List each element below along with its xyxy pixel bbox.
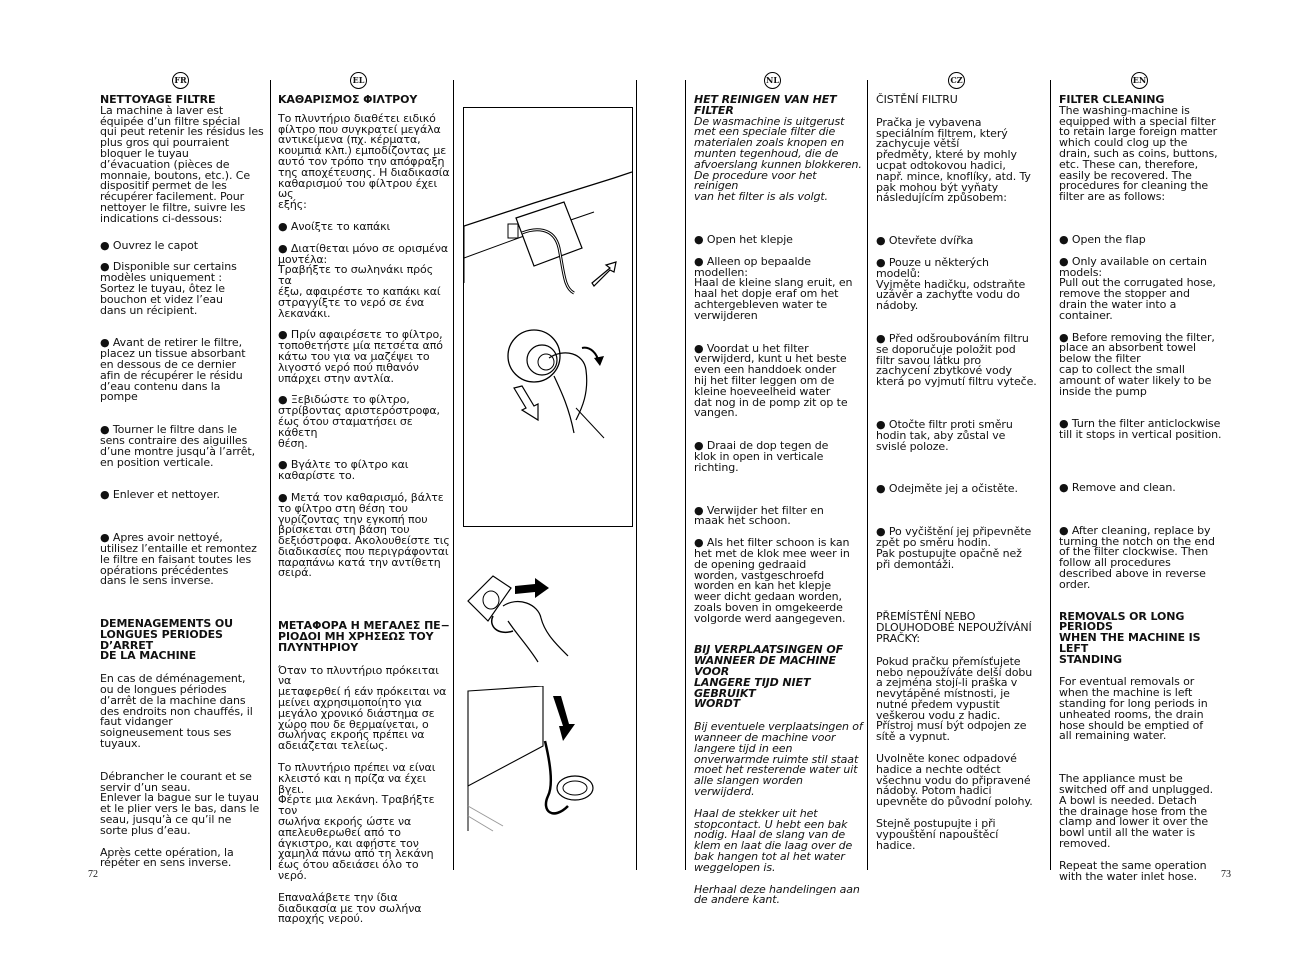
step: ● Διατίθεται μόνο σε ορισμένα μοντέλα: Τραβήξτε το σωληνάκι πρός τα έξω, αφαιρέστε το καπάκι καί στραγγίξτε το νερό σε ένα λεκανάκι. bbox=[278, 241, 449, 320]
step: ● Otočte filtr proti směru hodin tak, aby zůstal ve svislé poloze. bbox=[876, 417, 1013, 453]
step: ● Βγάλτε το φίλτρο και καθαρίστε το. bbox=[278, 458, 409, 483]
section-heading: ČISTĚNÍ FILTRU bbox=[876, 93, 958, 106]
paragraph: Το πλυντήριο διαθέτει ειδικό φίλτρο που συγκρατεί μεγάλα αντικείμενα (πχ. κέρματα, κουμπιά κλπ.) εμποδίζοντας με αυτό τον τρόπο την απόφραξη της αποχέτευσης. Η διαδικασία καθαρισμού του φίλτρου έχει ως εξής: bbox=[278, 111, 450, 212]
paragraph: Pračka je vybavena speciálním filtrem, který zachycuje větší předměty, které by mohly ucpat odtokovou hadici, např. mince, knoflíky, atd. Ty pak mohou být vyňaty následujícím způsobem: bbox=[876, 115, 1031, 205]
lang-badge-cz: CZ bbox=[948, 72, 965, 89]
step: ● Odejměte jej a očistěte. bbox=[876, 482, 1018, 496]
paragraph: Après cette opération, la répéter en sens inverse. bbox=[100, 845, 234, 870]
step: ● Μετά τον καθαρισμό, βάλτε το φίλτρο στη θέση του γυρίζοντας την εγκοπή που βρίσκεται στη βάση του δεξιόστροφα. Ακολουθείστε τις διαδικασίες που περιγράφονται παραπάνω κατά την αντίθετη σειρά. bbox=[278, 490, 450, 580]
column-el bbox=[278, 95, 450, 925]
step: ● Pouze u některých modelů: Vyjměte hadičku, odstraňte uzávěr a zachyťte vodu do nádoby. bbox=[876, 255, 1026, 313]
step: ● Před odšroubováním filtru se doporučuje položit pod filtr savou látku pro zachycení zbytkové vody která po vyjmutí filtru vyteče. bbox=[876, 331, 1037, 389]
lang-badge-fr: FR bbox=[172, 72, 189, 89]
paragraph: De wasmachine is uitgerust met een speciale filter die materialen zoals knopen en munten tegenhoud, die de afvoerslang kunnen blokkeren. De procedure voor het reinigen van het filter is als volgt. bbox=[694, 114, 862, 204]
column-en bbox=[1059, 95, 1229, 882]
column-rule bbox=[636, 80, 637, 870]
section-heading: BIJ VERPLAATSINGEN OF WANNEER DE MACHINE VOOR LANGERE TIJD NIET GEBRUIKT WORDT bbox=[694, 643, 844, 711]
paragraph: En cas de déménagement, ou de longues périodes d’arrêt de la machine dans des endroits non chauffés, il faut vidanger soigneusement tous ses tuyaux. bbox=[100, 672, 253, 751]
section-heading: FILTER CLEANING bbox=[1059, 93, 1165, 106]
step: ● Alleen op bepaalde modellen: Haal de kleine slang eruit, en haal het dopje eraf om het achtergebleven water te verwijderen bbox=[694, 254, 853, 322]
page-number-left: 72 bbox=[88, 869, 98, 880]
column-fr bbox=[100, 95, 266, 869]
section-heading: ΚΑΘΑΡΙΣΜΟΣ ΦΙΛΤΡΟΥ bbox=[278, 93, 418, 106]
column-rule bbox=[685, 80, 686, 870]
column-rule bbox=[1050, 80, 1051, 870]
column-cz bbox=[876, 95, 1046, 851]
step: ● Ανοίξτε το καπάκι bbox=[278, 219, 391, 233]
paragraph: Herhaal deze handelingen aan de andere kant. bbox=[694, 882, 860, 907]
paragraph: Το πλυντήριο πρέπει να είναι κλειστό και η πρίζα να έχει βγει. Φέρτε μια λεκάνη. Τραβήξτε τον σωλήνα εκροής ώστε να απελευθερωθεί από το άγκιστρο, και αφήστε τον χαμηλά πάνω από τη λεκάνη έως ότου αδειάσει όλο το νερό. bbox=[278, 761, 436, 883]
step: ● Turn the filter anticlockwise till it stops in vertical position. bbox=[1059, 417, 1222, 442]
section-heading: REMOVALS OR LONG PERIODS WHEN THE MACHINE IS LEFT STANDING bbox=[1059, 609, 1201, 666]
step: ● Draai de dop tegen de klok in open in verticale richting. bbox=[694, 439, 829, 474]
lang-badge-nl: NL bbox=[764, 72, 781, 89]
step: ● Before removing the filter, place an absorbent towel below the filter cap to collect the small amount of water likely to be inside the pump bbox=[1059, 330, 1215, 398]
column-rule bbox=[867, 80, 868, 870]
step: ● Open het klepje bbox=[694, 232, 793, 246]
section-heading: HET REINIGEN VAN HET FILTER bbox=[694, 93, 837, 117]
step: ● Ξεβιδώστε το φίλτρο, στρίβοντας αριστερόστροφα, έως ότου σταματήσει σε κάθετη θέση. bbox=[278, 393, 440, 450]
step: ● Disponible sur certains modèles uniquement : Sortez le tuyau, ôtez le bouchon et videz l’eau dans un récipient. bbox=[100, 260, 237, 317]
step: ● Enlever et nettoyer. bbox=[100, 488, 220, 502]
paragraph: Stejně postupujte i při vypouštění napouštěcí hadice. bbox=[876, 817, 999, 852]
column-rule bbox=[453, 80, 454, 870]
column-rule bbox=[270, 80, 271, 870]
paragraph: The washing-machine is equipped with a special filter to retain large foreign matter which could clog up the drain, such as coins, buttons, etc. These can, therefore, easily be recovered. The procedures for cleaning the filter are as follows: bbox=[1059, 103, 1218, 204]
step: ● Remove and clean. bbox=[1059, 480, 1176, 494]
step: ● Voordat u het filter verwijderd, kunt u het beste even een handdoek onder hij het filter leggen om de kleine hoeveelheid water dat nog in de pomp zit op te vangen. bbox=[694, 341, 848, 420]
section-heading: DEMENAGEMENTS OU LONGUES PERIODES D’ARRET DE LA MACHINE bbox=[100, 617, 233, 663]
paragraph: Bij eventuele verplaatsingen of wanneer de machine voor langere tijd in een onverwarmde ruimte stil staat moet het resterende water uit alle slangen worden verwijderd. bbox=[694, 720, 863, 799]
page-number-right: 73 bbox=[1221, 869, 1231, 880]
paragraph: Όταν το πλυντήριο πρόκειται να μεταφερθεί ή εάν πρόκειται να μείνει αχρησιμοποίητο για μεγάλο χρονικό διάστημα σε χώρο που δε θερμαίνεται, ο σωλήνας εκροής πρέπει να αδειάζεται τελείως. bbox=[278, 663, 447, 753]
step: ● Verwijder het filter en maak het schoon. bbox=[694, 503, 824, 528]
section-heading: PŘEMÍSTĚNÍ NEBO DLOUHODOBÉ NEPOUŽÍVÁNÍ PRAČKY: bbox=[876, 610, 1032, 645]
step: ● Tourner le filtre dans le sens contraire des aiguilles d’une montre jusqu’à l’arrêt, en position verticale. bbox=[100, 423, 255, 469]
step: ● Ouvrez le capot bbox=[100, 238, 198, 252]
paragraph: La machine à laver est équipée d’un filtre spécial qui peut retenir les résidus les plus gros qui pourraient bloquer le tuyau d’évacuation (pièces de monnaie, boutons, etc.). Ce dispositif permet de les récupérer facilement. Pour nettoyer le filtre, suivre les indications ci-dessous: bbox=[100, 103, 264, 225]
section-heading: ΜΕΤΑΦΟΡΑ Η ΜΕΓΑΛΕΣ ΠΕ− ΡΙΟΔΟΙ ΜΗ ΧΡΗΣΕΩΣ ΤΟΥ ΠΛΥΝΤΗΡΙΟΥ bbox=[278, 619, 450, 654]
step: ● Open the flap bbox=[1059, 232, 1146, 246]
paragraph: Repeat the same operation with the water inlet hose. bbox=[1059, 858, 1207, 883]
drain-hose-bowl-illustration bbox=[463, 686, 603, 836]
paragraph: Επαναλάβετε την ίδια διαδικασία με τον σωλήνα παροχής νερού. bbox=[278, 890, 422, 926]
lang-badge-en: EN bbox=[1131, 72, 1148, 89]
illustration-frame bbox=[463, 107, 633, 527]
step: ● Als het filter schoon is kan het met de klok mee weer in de opening gedraaid worden, vastgeschroefd worden en kan het klepje weer dicht gedaan worden, zoals boven in omgekeerde volgorde werd aangegeven. bbox=[694, 536, 850, 625]
column-nl bbox=[694, 95, 864, 906]
step: ● Apres avoir nettoyé, utilisez l’entaille et remontez le filtre en faisant toutes les opérations précédentes dans le sens inverse. bbox=[100, 531, 257, 588]
filter-unscrew-illustration bbox=[508, 330, 604, 438]
step: ● Po vyčištění jej připevněte zpět po směru hodin. Pak postupujte opačně než při demontáži. bbox=[876, 525, 1032, 571]
paragraph: Pokud pračku přemísťujete nebo nepoužíváte delší dobu a zejména stojí-li praška v nevytápěné místnosti, je nutné předem vypustit veškerou vodu z hadic. Přístroj musí být odpojen ze sítě a vypnut. bbox=[876, 654, 1033, 744]
hose-drain-illustration bbox=[464, 108, 632, 526]
section-heading: NETTOYAGE FILTRE bbox=[100, 93, 216, 106]
paragraph: The appliance must be switched off and unplugged. A bowl is needed. Detach the drainage hose from the clamp and lower it over the bowl until all the water is removed. bbox=[1059, 772, 1213, 851]
step: ● Avant de retirer le filtre, placez un tissue absorbant en dessous de ce dernier afin de récupérer le résidu d’eau contenu dans la pompe bbox=[100, 336, 246, 404]
step: ● Only available on certain models: Pull out the corrugated hose, remove the stopper and drain the water into a container. bbox=[1059, 254, 1216, 322]
paragraph: Uvolněte konec odpadové hadice a nechte odtéct všechnu vodu do připravené nádoby. Potom hadici upevněte do původní polohy. bbox=[876, 752, 1033, 809]
unplug-illustration bbox=[463, 566, 583, 666]
step: ● Πρίν αφαιρέσετε το φίλτρο, τοποθετήστε μία πετσέτα από κάτω του για να μαζέψει το λιγοστό νερό πού πιθανόν υπάρχει στην αντλία. bbox=[278, 328, 443, 385]
lang-badge-el: EL bbox=[350, 72, 367, 89]
paragraph: Haal de stekker uit het stopcontact. U hebt een bak nodig. Haal de slang van de klem en laat die laag over de bak hangen tot al het water weggelopen is. bbox=[694, 806, 853, 874]
paragraph: Débrancher le courant et se servir d’un seau. Enlever la bague sur le tuyau et le plier vers le bas, dans le seau, jusqu’à ce qu’il ne sorte plus d’eau. bbox=[100, 769, 260, 837]
step: ● After cleaning, replace by turning the notch on the end of the filter clockwise. Then follow all procedures described above in reverse order. bbox=[1059, 523, 1215, 591]
step: ● Otevřete dvířka bbox=[876, 234, 974, 248]
paragraph: For eventual removals or when the machine is left standing for long periods in unheated rooms, the drain hose should be emptied of all remaining water. bbox=[1059, 675, 1208, 743]
